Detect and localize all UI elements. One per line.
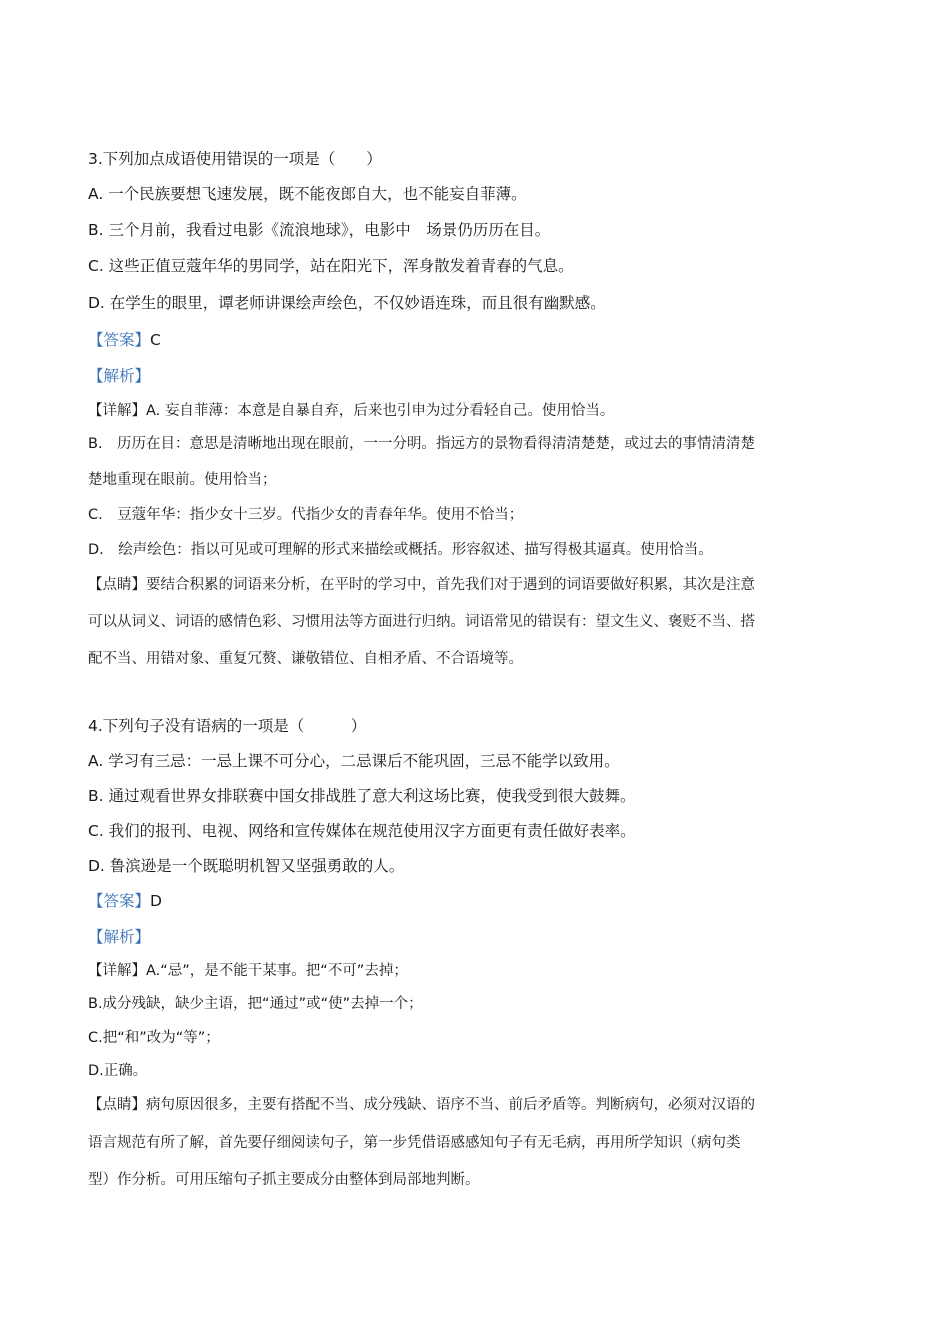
- question-3-analysis: [88, 369, 150, 385]
- question-4-comment-line: 语言规范有所了解，首先要仔细阅读句子，第一步凭借语感感知句子有无毛病，再用所学知识（病句类: [88, 1135, 741, 1151]
- question-3-comment-line: [88, 578, 755, 593]
- question-4-detail-line: [88, 964, 408, 979]
- question-4-detail-line: B.成分残缺，缺少主语，把“通过”或“使”去掉一个；: [88, 996, 423, 1012]
- answer-value: D: [150, 892, 162, 910]
- question-3-detail-line: [88, 404, 614, 419]
- question-4-option-c: C. 我们的报刊、电视、网络和宣传媒体在规范使用汉字方面更有责任做好表率。: [88, 822, 636, 840]
- question-4-stem: 4.下列句子没有语病的一项是（ ）: [88, 717, 367, 735]
- detail-label: 【详解】: [88, 963, 146, 979]
- comment-text: 要结合积累的词语来分析，在平时的学习中，首先我们对于遇到的词语要做好积累，其次是注意: [146, 577, 755, 593]
- question-4-comment-line: 型）作分析。可用压缩句子抓主要成分由整体到局部地判断。: [88, 1172, 480, 1188]
- question-4-option-a: A. 学习有三忌：一忌上课不可分心，二忌课后不能巩固，三忌不能学以致用。: [88, 752, 620, 770]
- question-3-detail-line: D. 绘声绘色：指以可见或可理解的形式来描绘或概括。形容叙述、描写得极其逼真。使用恰当。: [88, 542, 713, 558]
- question-3-option-c: C. 这些正值豆蔻年华的男同学，站在阳光下，浑身散发着青春的气息。: [88, 257, 574, 275]
- question-3-answer: [88, 333, 161, 349]
- question-4-option-b: B. 通过观看世界女排联赛中国女排战胜了意大利这场比赛，使我受到很大鼓舞。: [88, 787, 636, 805]
- question-3-option-d: D. 在学生的眼里，谭老师讲课绘声绘色，不仅妙语连珠，而且很有幽默感。: [88, 294, 606, 312]
- question-4-answer: [88, 894, 162, 910]
- question-4-detail-line: D.正确。: [88, 1063, 148, 1079]
- detail-text: A.“忌”，是不能干某事。把“不可”去掉；: [146, 963, 408, 979]
- question-3-comment-line: 可以从词义、词语的感情色彩、习惯用法等方面进行归纳。词语常见的错误有：望文生义、褒贬不当、搭: [88, 614, 755, 630]
- question-3-detail-line: 楚地重现在眼前。使用恰当；: [88, 472, 277, 488]
- question-4-option-d: D. 鲁滨逊是一个既聪明机智又坚强勇敢的人。: [88, 857, 405, 875]
- detail-label: 【详解】: [88, 403, 146, 419]
- answer-label: 【答案】: [88, 892, 151, 910]
- question-4-detail-line: C.把“和”改为“等”；: [88, 1030, 220, 1046]
- question-4-analysis: [88, 930, 150, 946]
- answer-label: 【答案】: [88, 331, 151, 349]
- question-3-option-b: B. 三个月前，我看过电影《流浪地球》，电影中 场景仍历历在目。: [88, 221, 551, 239]
- question-3-comment-line: 配不当、用错对象、重复冗赘、谦敬错位、自相矛盾、不合语境等。: [88, 651, 523, 667]
- question-3-detail-line: B. 历历在目：意思是清晰地出现在眼前，一一分明。指远方的景物看得清清楚楚，或过去的事情清清楚: [88, 436, 756, 452]
- comment-label: 【点睛】: [88, 1097, 146, 1113]
- comment-label: 【点睛】: [88, 577, 146, 593]
- question-3-option-a: A. 一个民族要想飞速发展，既不能夜郎自大，也不能妄自菲薄。: [88, 185, 527, 203]
- question-4-comment-line: [88, 1098, 755, 1113]
- comment-text: 病句原因很多，主要有搭配不当、成分残缺、语序不当、前后矛盾等。判断病句，必须对汉语的: [146, 1097, 755, 1113]
- question-3-detail-line: C. 豆蔻年华：指少女十三岁。代指少女的青春年华。使用不恰当；: [88, 507, 524, 523]
- detail-text: A. 妄自菲薄：本意是自暴自弃，后来也引申为过分看轻自己。使用恰当。: [146, 403, 615, 419]
- analysis-label: 【解析】: [88, 928, 151, 946]
- analysis-label: 【解析】: [88, 367, 151, 385]
- question-3-stem: 3.下列加点成语使用错误的一项是（ ）: [88, 150, 382, 168]
- answer-value: C: [150, 331, 161, 349]
